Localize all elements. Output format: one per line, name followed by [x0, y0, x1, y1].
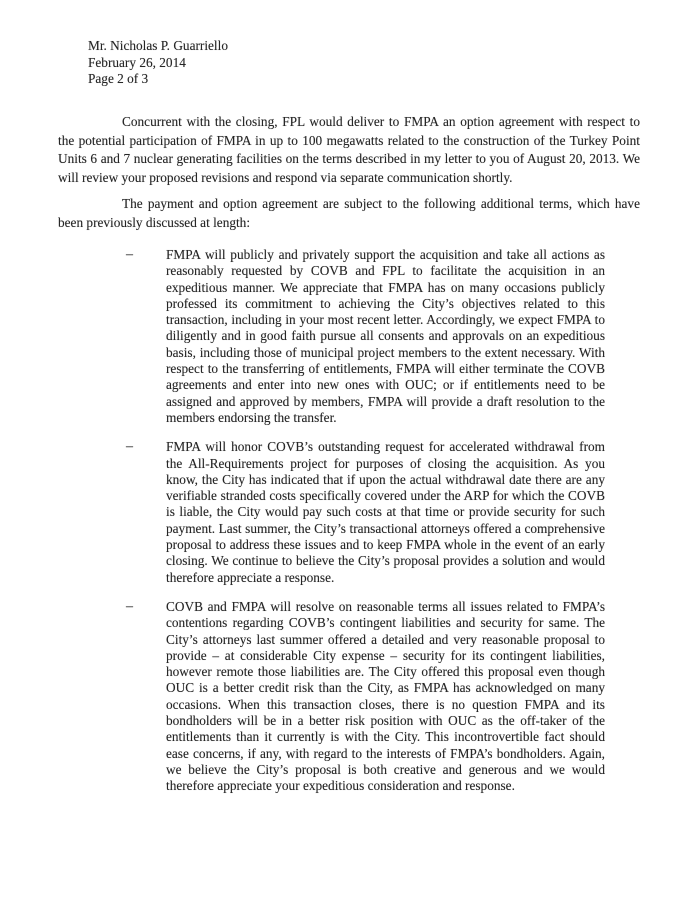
list-item	[126, 439, 605, 586]
term-item-3-text: COVB and FMPA will resolve on reasonable terms all issues related to FMPA’s contentions regarding COVB’s contingent liabilities and security for same. The City’s attorneys last summer offered a detailed and very reasonable proposal to provide – at considerable City expense – security for its contingent liabilities, however remote those liabilities are. The City offered this proposal even though OUC is a better credit risk than the City, as FMPA has acknowledged on many occasions. When this transaction closes, there is no question FMPA and its bondholders will be in a better risk position with OUC as the off-taker of the entitlements than it currently is with the City. This incontrovertible fact should ease concerns, if any, with regard to the interests of FMPA’s bondholders. Again, we believe the City’s proposal is both creative and generous and we would therefore appreciate your expeditious consideration and response.	[166, 598, 605, 794]
recipient-name: Mr. Nicholas P. Guarriello	[88, 38, 228, 53]
dash-bullet-icon: –	[126, 247, 132, 262]
page-number: Page 2 of 3	[88, 71, 149, 86]
list-item	[126, 247, 605, 426]
term-item-2-text: FMPA will honor COVB’s outstanding request for accelerated withdrawal from the All-Requirements project for purposes of closing the acquisition. As you know, the City has indicated that if upon the actual withdrawal date there are any verifiable stranded costs specifically covered under the ARP for which the COVB is liable, the City would pay such costs at that time or provide security for such payment. Last summer, the City’s transactional attorneys offered a comprehensive proposal to address these issues and to keep FMPA whole in the event of an early closing. We continue to believe the City’s proposal provides a solution and would therefore appreciate a response.	[166, 439, 605, 585]
dash-bullet-icon: –	[126, 439, 132, 455]
intro-paragraph-2: The payment and option agreement are subject to the following additional terms, which have been previously discussed at length:	[58, 196, 640, 230]
letter-header	[88, 38, 228, 88]
letter-date: February 26, 2014	[88, 54, 186, 70]
letter-body	[58, 113, 640, 795]
intro-paragraph-1: Concurrent with the closing, FPL would deliver to FMPA an option agreement with respect to the potential participation of FMPA in up to 100 megawatts related to the construction of the Turkey Point Units 6 and 7 nuclear generating facilities on the terms described in my letter to you of August 20, 2013. We will review your proposed revisions and respond via separate communication shortly.	[58, 114, 640, 185]
terms-list	[58, 247, 640, 795]
term-item-1-text: FMPA will publicly and privately support the acquisition and take all actions as reasonably requested by COVB and FPL to facilitate the acquisition in an expeditious manner. We appreciate that FMPA has on many occasions publicly professed its commitment to achieving the City’s objectives related to this transaction, including in your most recent letter. Accordingly, we expect FMPA to diligently and in good faith pursue all consents and approvals on an expeditious basis, including those of municipal project members to the extent necessary. With respect to the transferring of entitlements, FMPA will either terminate the COVB agreements and enter into new ones with OUC; or if entitlements need to be assigned and approved by members, FMPA will provide a draft resolution to the members endorsing the transfer.	[166, 247, 605, 425]
dash-bullet-icon: –	[126, 598, 132, 614]
list-item	[126, 599, 605, 795]
